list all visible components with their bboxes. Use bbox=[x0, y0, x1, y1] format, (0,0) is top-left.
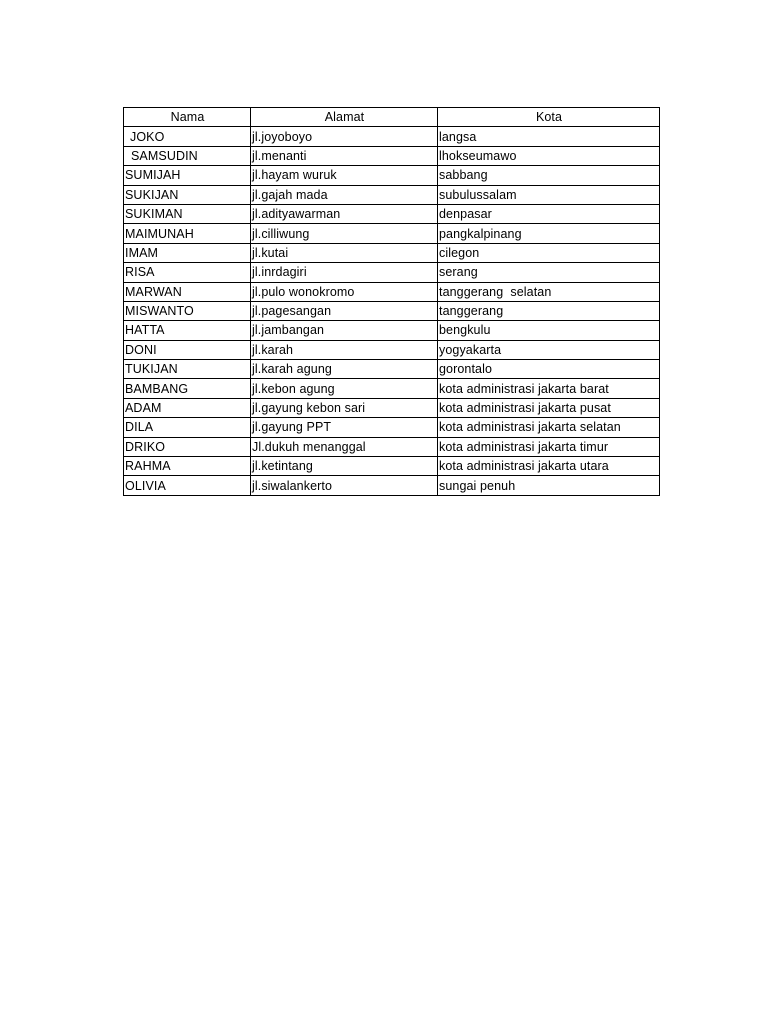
cell-alamat: jl.kutai bbox=[251, 243, 438, 262]
header-kota: Kota bbox=[438, 108, 660, 127]
header-alamat: Alamat bbox=[251, 108, 438, 127]
cell-alamat: jl.adityawarman bbox=[251, 204, 438, 223]
cell-nama: BAMBANG bbox=[124, 379, 251, 398]
cell-nama: MAIMUNAH bbox=[124, 224, 251, 243]
cell-alamat: jl.gajah mada bbox=[251, 185, 438, 204]
cell-nama: DRIKO bbox=[124, 437, 251, 456]
cell-alamat: jl.gayung PPT bbox=[251, 418, 438, 437]
table-row bbox=[124, 263, 660, 282]
cell-alamat: jl.menanti bbox=[251, 146, 438, 165]
table-row bbox=[124, 340, 660, 359]
cell-nama: MISWANTO bbox=[124, 301, 251, 320]
spreadsheet-table-area bbox=[123, 107, 660, 496]
cell-alamat: jl.pagesangan bbox=[251, 301, 438, 320]
table-row bbox=[124, 418, 660, 437]
cell-nama: ADAM bbox=[124, 398, 251, 417]
cell-alamat: jl.siwalankerto bbox=[251, 476, 438, 495]
table-row bbox=[124, 243, 660, 262]
cell-kota: kota administrasi jakarta pusat bbox=[438, 398, 660, 417]
cell-nama: DONI bbox=[124, 340, 251, 359]
cell-alamat: jl.gayung kebon sari bbox=[251, 398, 438, 417]
cell-kota: pangkalpinang bbox=[438, 224, 660, 243]
cell-alamat: jl.karah agung bbox=[251, 360, 438, 379]
cell-kota: denpasar bbox=[438, 204, 660, 223]
table-row bbox=[124, 379, 660, 398]
cell-nama: DILA bbox=[124, 418, 251, 437]
address-table bbox=[123, 107, 660, 496]
cell-nama: HATTA bbox=[124, 321, 251, 340]
cell-kota: tanggerang bbox=[438, 301, 660, 320]
cell-kota: kota administrasi jakarta barat bbox=[438, 379, 660, 398]
cell-kota: sabbang bbox=[438, 166, 660, 185]
cell-nama: SAMSUDIN bbox=[124, 146, 251, 165]
cell-kota: lhokseumawo bbox=[438, 146, 660, 165]
cell-nama: SUKIMAN bbox=[124, 204, 251, 223]
cell-kota: kota administrasi jakarta selatan bbox=[438, 418, 660, 437]
cell-kota: gorontalo bbox=[438, 360, 660, 379]
cell-alamat: jl.pulo wonokromo bbox=[251, 282, 438, 301]
cell-alamat: jl.ketintang bbox=[251, 457, 438, 476]
table-row bbox=[124, 224, 660, 243]
cell-kota: kota administrasi jakarta utara bbox=[438, 457, 660, 476]
cell-kota: yogyakarta bbox=[438, 340, 660, 359]
table-row bbox=[124, 301, 660, 320]
table-row bbox=[124, 146, 660, 165]
table-row bbox=[124, 457, 660, 476]
cell-nama: TUKIJAN bbox=[124, 360, 251, 379]
header-nama: Nama bbox=[124, 108, 251, 127]
table-row bbox=[124, 204, 660, 223]
cell-nama: RAHMA bbox=[124, 457, 251, 476]
cell-alamat: jl.joyoboyo bbox=[251, 127, 438, 146]
cell-alamat: jl.cilliwung bbox=[251, 224, 438, 243]
cell-kota: bengkulu bbox=[438, 321, 660, 340]
cell-nama: IMAM bbox=[124, 243, 251, 262]
table-row bbox=[124, 360, 660, 379]
cell-alamat: Jl.dukuh menanggal bbox=[251, 437, 438, 456]
table-row bbox=[124, 476, 660, 495]
cell-nama: OLIVIA bbox=[124, 476, 251, 495]
table-row bbox=[124, 127, 660, 146]
table-header-row bbox=[124, 108, 660, 127]
cell-alamat: jl.hayam wuruk bbox=[251, 166, 438, 185]
cell-kota: kota administrasi jakarta timur bbox=[438, 437, 660, 456]
cell-kota: sungai penuh bbox=[438, 476, 660, 495]
cell-alamat: jl.karah bbox=[251, 340, 438, 359]
cell-nama: JOKO bbox=[124, 127, 251, 146]
cell-nama: MARWAN bbox=[124, 282, 251, 301]
cell-kota: serang bbox=[438, 263, 660, 282]
cell-kota: cilegon bbox=[438, 243, 660, 262]
cell-kota: subulussalam bbox=[438, 185, 660, 204]
cell-alamat: jl.jambangan bbox=[251, 321, 438, 340]
cell-kota: tanggerang selatan bbox=[438, 282, 660, 301]
table-row bbox=[124, 398, 660, 417]
cell-alamat: jl.kebon agung bbox=[251, 379, 438, 398]
table-row bbox=[124, 166, 660, 185]
cell-kota: langsa bbox=[438, 127, 660, 146]
cell-nama: RISA bbox=[124, 263, 251, 282]
table-row bbox=[124, 282, 660, 301]
cell-nama: SUMIJAH bbox=[124, 166, 251, 185]
cell-alamat: jl.inrdagiri bbox=[251, 263, 438, 282]
table-row bbox=[124, 437, 660, 456]
table-row bbox=[124, 185, 660, 204]
table-row bbox=[124, 321, 660, 340]
cell-nama: SUKIJAN bbox=[124, 185, 251, 204]
